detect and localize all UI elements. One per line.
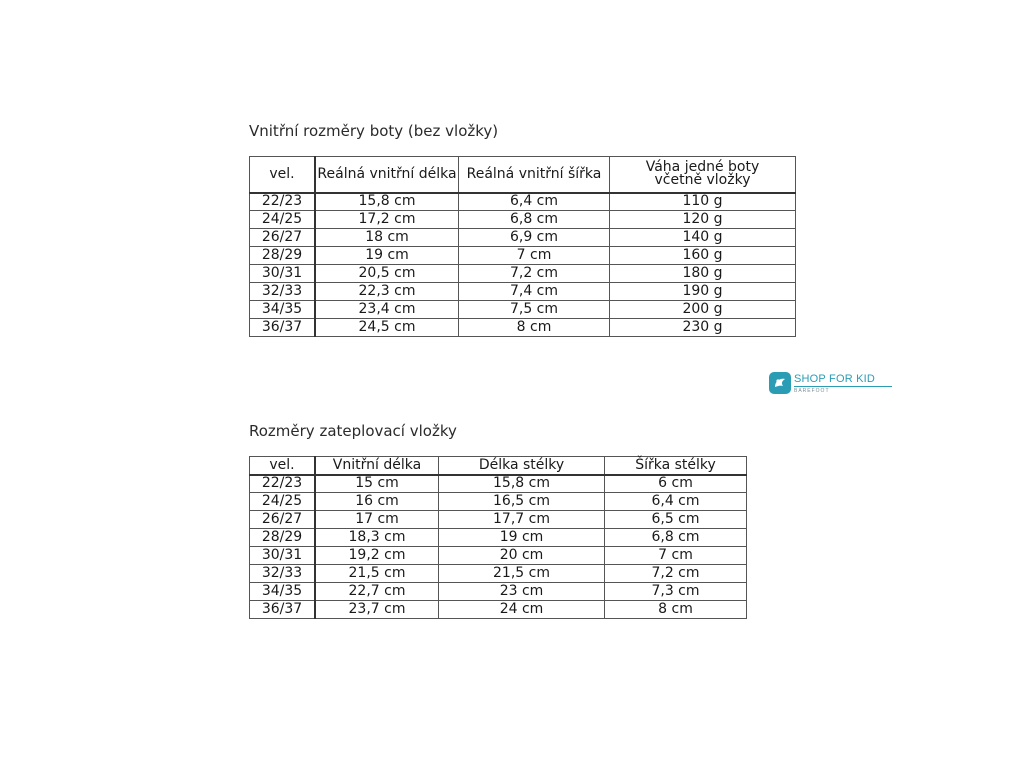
- table-cell: 15 cm: [315, 475, 439, 493]
- table-cell: 230 g: [610, 319, 796, 337]
- header-cell: vel.: [250, 457, 316, 475]
- table-cell: 28/29: [250, 529, 316, 547]
- table-cell: 26/27: [250, 229, 316, 247]
- table-cell: 6,8 cm: [605, 529, 747, 547]
- table-cell: 34/35: [250, 583, 316, 601]
- table-row: [250, 583, 747, 601]
- table-cell: 23,4 cm: [315, 301, 459, 319]
- table-cell: 18 cm: [315, 229, 459, 247]
- table-row: [250, 301, 796, 319]
- table-header-row: [250, 157, 796, 193]
- table-cell: 22/23: [250, 475, 316, 493]
- header-cell: Reálná vnitřní šířka: [459, 157, 610, 193]
- table-cell: 7,4 cm: [459, 283, 610, 301]
- table-cell: 190 g: [610, 283, 796, 301]
- header-cell: Šířka stélky: [605, 457, 747, 475]
- table-cell: 34/35: [250, 301, 316, 319]
- table-cell: 30/31: [250, 265, 316, 283]
- table-cell: 18,3 cm: [315, 529, 439, 547]
- table-row: [250, 211, 796, 229]
- header-cell: vel.: [250, 157, 316, 193]
- table-row: [250, 319, 796, 337]
- table-cell: 6,4 cm: [605, 493, 747, 511]
- header-cell: Vnitřní délka: [315, 457, 439, 475]
- table-cell: 24/25: [250, 211, 316, 229]
- table-cell: 23 cm: [439, 583, 605, 601]
- table-cell: 8 cm: [605, 601, 747, 619]
- table-cell: 19 cm: [315, 247, 459, 265]
- table-row: [250, 547, 747, 565]
- table-cell: 19,2 cm: [315, 547, 439, 565]
- table-cell: 7 cm: [459, 247, 610, 265]
- table-cell: 120 g: [610, 211, 796, 229]
- logo-subtitle: BAREFOOT: [794, 387, 830, 394]
- header-cell: Váha jedné boty včetně vložky: [610, 157, 796, 193]
- table-cell: 200 g: [610, 301, 796, 319]
- table-cell: 16 cm: [315, 493, 439, 511]
- table-cell: 110 g: [610, 193, 796, 211]
- table-cell: 15,8 cm: [439, 475, 605, 493]
- table-cell: 24/25: [250, 493, 316, 511]
- table1-title: Vnitřní rozměry boty (bez vložky): [249, 122, 499, 140]
- table-cell: 7 cm: [605, 547, 747, 565]
- table-cell: 23,7 cm: [315, 601, 439, 619]
- logo-name: SHOP FOR KID: [794, 372, 876, 385]
- table-cell: 32/33: [250, 565, 316, 583]
- table-cell: 17,7 cm: [439, 511, 605, 529]
- table-cell: 19 cm: [439, 529, 605, 547]
- shop-for-kid-logo: [769, 372, 892, 394]
- table-cell: 160 g: [610, 247, 796, 265]
- table-row: [250, 565, 747, 583]
- table-cell: 8 cm: [459, 319, 610, 337]
- shop-for-kid-logo-icon: [769, 372, 791, 394]
- table-header-row: [250, 457, 747, 475]
- table-cell: 6,5 cm: [605, 511, 747, 529]
- table-cell: 22/23: [250, 193, 316, 211]
- table-row: [250, 229, 796, 247]
- table-cell: 7,5 cm: [459, 301, 610, 319]
- table-cell: 36/37: [250, 601, 316, 619]
- table-row: [250, 601, 747, 619]
- logo-divider: [794, 386, 892, 387]
- table-cell: 17,2 cm: [315, 211, 459, 229]
- table-row: [250, 529, 747, 547]
- table-cell: 30/31: [250, 547, 316, 565]
- table-row: [250, 193, 796, 211]
- table-cell: 7,2 cm: [605, 565, 747, 583]
- insole-dimensions-table: [249, 456, 747, 619]
- table-cell: 36/37: [250, 319, 316, 337]
- table-cell: 20 cm: [439, 547, 605, 565]
- table-cell: 24 cm: [439, 601, 605, 619]
- header-cell: Délka stélky: [439, 457, 605, 475]
- table-cell: 6,9 cm: [459, 229, 610, 247]
- table-cell: 20,5 cm: [315, 265, 459, 283]
- table-cell: 7,2 cm: [459, 265, 610, 283]
- table-row: [250, 511, 747, 529]
- shoe-inner-dimensions-table: [249, 156, 796, 337]
- table-row: [250, 475, 747, 493]
- table-row: [250, 265, 796, 283]
- table-cell: 16,5 cm: [439, 493, 605, 511]
- table-row: [250, 247, 796, 265]
- table-cell: 140 g: [610, 229, 796, 247]
- table-cell: 180 g: [610, 265, 796, 283]
- table2-title: Rozměry zateplovací vložky: [249, 422, 457, 440]
- table-cell: 26/27: [250, 511, 316, 529]
- table-cell: 6,8 cm: [459, 211, 610, 229]
- table-cell: 24,5 cm: [315, 319, 459, 337]
- table-cell: 22,7 cm: [315, 583, 439, 601]
- header-cell: Reálná vnitřní délka: [315, 157, 459, 193]
- table-cell: 21,5 cm: [315, 565, 439, 583]
- table-cell: 28/29: [250, 247, 316, 265]
- table-cell: 32/33: [250, 283, 316, 301]
- table-cell: 6,4 cm: [459, 193, 610, 211]
- table-cell: 6 cm: [605, 475, 747, 493]
- table-row: [250, 283, 796, 301]
- table-cell: 22,3 cm: [315, 283, 459, 301]
- table-cell: 7,3 cm: [605, 583, 747, 601]
- table-cell: 17 cm: [315, 511, 439, 529]
- table-cell: 21,5 cm: [439, 565, 605, 583]
- table-cell: 15,8 cm: [315, 193, 459, 211]
- table-row: [250, 493, 747, 511]
